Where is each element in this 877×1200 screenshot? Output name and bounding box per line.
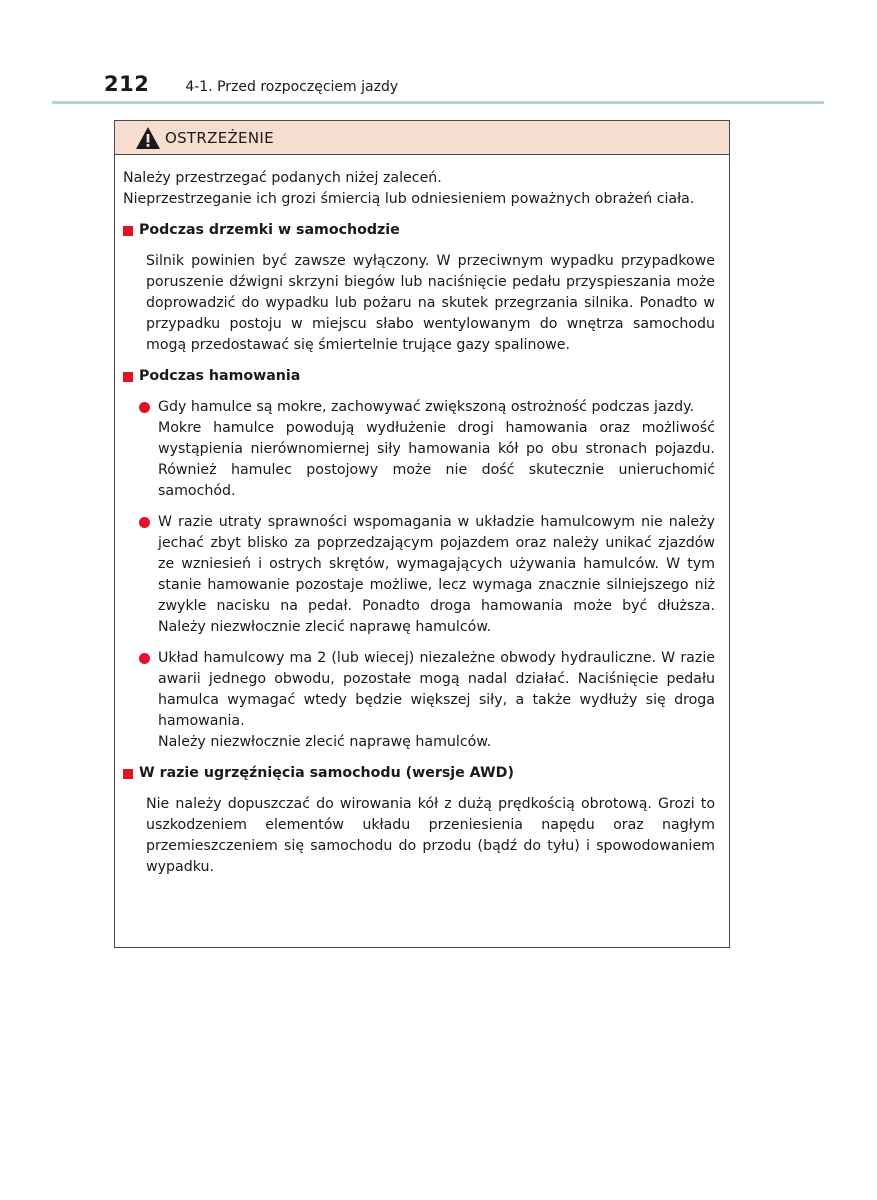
warning-body [115,155,729,878]
round-bullet-icon [139,517,150,528]
page-number: 212 [104,72,150,96]
section-heading-text: Podczas hamowania [139,368,301,384]
section-paragraph: Nie należy dopuszczać do wirowania kół z dużą prędkością obrotową. Grozi to uszkodzeniem elementów układu przeniesienia napędu oraz nagłym przemieszczeniem się samochodu do przodu (bądź do tyłu) i spowodowaniem wypadku. [146,796,715,875]
section-heading-stuck [123,763,715,784]
section-heading-braking [123,366,715,387]
warning-intro [123,168,715,210]
page-header [104,72,398,102]
bullet-paragraph: Gdy hamulce są mokre, zachowywać zwiększoną ostrożność podczas jazdy. [158,399,694,415]
square-bullet-icon [123,372,133,382]
bullet-paragraph: Układ hamulcowy ma 2 (lub wiecej) niezależne obwody hydrauliczne. W razie awarii jednego obwodu, pozostałe mogą nadal działać. Naciśnięcie pedału hamulca wymagać wtedy będzie większej siły, a także wydłuży się droga hamowania. [158,650,715,729]
round-bullet-icon [139,653,150,664]
bullet-text [158,648,715,753]
square-bullet-icon [123,226,133,236]
intro-line: Należy przestrzegać podanych niżej zaleceń. [123,170,442,186]
intro-line: Nieprzestrzeganie ich grozi śmiercią lub odniesieniem poważnych obrażeń ciała. [123,191,695,207]
bullet-text [158,397,715,502]
section-body-stuck [146,794,715,878]
warning-header [115,121,729,155]
bullet-paragraph: Mokre hamulce powodują wydłużenie drogi hamowania oraz możliwość wystąpienia nierównomiernej siły hamowania kół po obu stronach pojazdu. Również hamulec postojowy może nie dość skutecznie unieruchomić samochód. [158,420,715,499]
bullet-text [158,512,715,638]
warning-box [114,120,730,948]
bullet-paragraph: W razie utraty sprawności wspomagania w układzie hamulcowym nie należy jechać zbyt blisko za poprzedzającym pojazdem oraz należy unikać zjazdów ze wzniesień i ostrych skrętów, wymagających używania hamulców. W tym stanie hamowanie pozostaje możliwe, lecz wymaga znacznie silniejszego niż zwykle nacisku na pedał. Ponadto droga hamowania może być dłuższa. Należy niezwłocznie zlecić naprawę hamulców. [158,514,715,635]
section-heading-napping [123,220,715,241]
section-paragraph: Silnik powinien być zawsze wyłączony. W przeciwnym wypadku przypadkowe poruszenie dźwigni skrzyni biegów lub naciśnięcie pedału przyspieszania może doprowadzić do wypadku lub pożaru na skutek przegrzania silnika. Ponadto w przypadku postoju w miejscu słabo wentylowanym do wnętrza samochodu mogą przedostawać się śmiertelnie trujące gazy spalinowe. [146,253,715,353]
warning-title: OSTRZEŻENIE [165,128,274,147]
warning-triangle-icon [135,126,161,150]
section-heading-text: Podczas drzemki w samochodzie [139,222,400,238]
bullet-item-assist-failure [139,512,715,638]
section-heading-text: W razie ugrzęźnięcia samochodu (wersje AWD) [139,765,514,781]
round-bullet-icon [139,402,150,413]
bullet-item-wet-brakes [139,397,715,502]
header-rule [52,101,824,104]
square-bullet-icon [123,769,133,779]
section-body-napping [146,251,715,356]
section-title: 4-1. Przed rozpoczęciem jazdy [185,79,399,95]
bullet-item-hydraulic-circuits [139,648,715,753]
bullet-paragraph: Należy niezwłocznie zlecić naprawę hamulców. [158,734,492,750]
